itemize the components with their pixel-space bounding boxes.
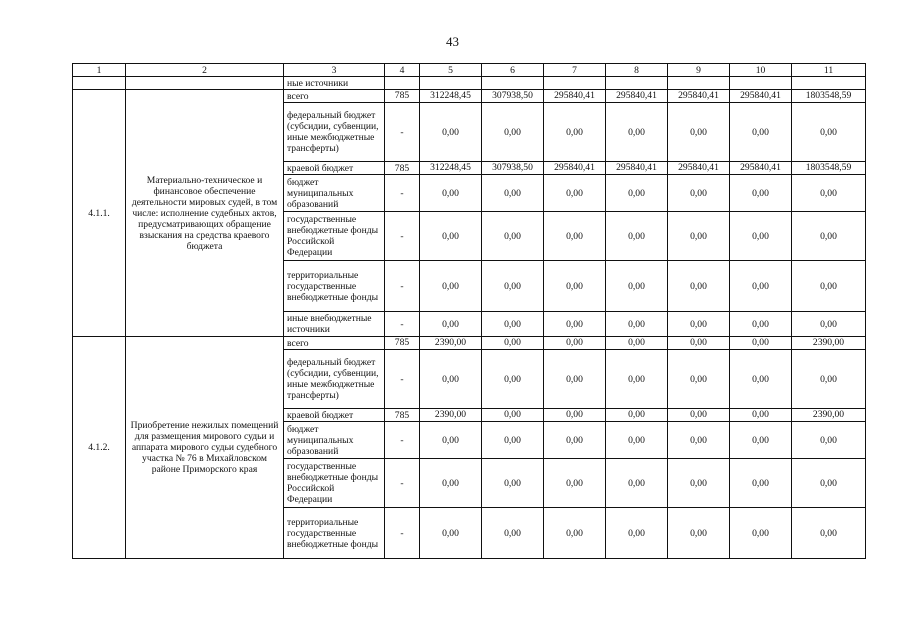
kbk-cell: 785 [385,90,420,103]
empty-cell [668,77,730,90]
item-code: 4.1.1. [73,90,126,337]
value-cell: 0,00 [792,312,866,337]
value-cell: 0,00 [544,508,606,559]
value-cell: 0,00 [792,459,866,508]
value-cell: 2390,00 [420,337,482,350]
value-cell: 0,00 [544,459,606,508]
column-header: 7 [544,64,606,77]
value-cell: 0,00 [420,261,482,312]
empty-cell [792,77,866,90]
kbk-cell: 785 [385,162,420,175]
value-cell: 0,00 [420,212,482,261]
budget-table [72,63,866,559]
value-cell: 0,00 [606,409,668,422]
value-cell: 1803548,59 [792,162,866,175]
value-cell: 307938,50 [482,90,544,103]
value-cell: 0,00 [792,350,866,409]
funding-source: территориальные государственные внебюджетные фонды [284,261,385,312]
kbk-cell: - [385,261,420,312]
value-cell: 1803548,59 [792,90,866,103]
value-cell: 0,00 [482,312,544,337]
kbk-cell: - [385,175,420,212]
header-row [73,64,866,77]
column-header: 8 [606,64,668,77]
value-cell: 307938,50 [482,162,544,175]
page-number: 43 [446,34,459,49]
value-cell: 0,00 [544,337,606,350]
column-header: 6 [482,64,544,77]
value-cell: 295840,41 [544,162,606,175]
value-cell: 0,00 [606,212,668,261]
value-cell: 0,00 [420,103,482,162]
funding-source: государственные внебюджетные фонды Российской Федерации [284,212,385,261]
value-cell: 0,00 [544,422,606,459]
funding-source: всего [284,337,385,350]
value-cell: 0,00 [668,212,730,261]
empty-cell [385,77,420,90]
value-cell: 2390,00 [420,409,482,422]
funding-source: всего [284,90,385,103]
value-cell: 0,00 [482,350,544,409]
name-cell [126,77,284,90]
value-cell: 0,00 [668,261,730,312]
value-cell: 0,00 [792,261,866,312]
value-cell: 0,00 [606,261,668,312]
column-header: 3 [284,64,385,77]
value-cell: 0,00 [420,175,482,212]
value-cell: 0,00 [668,409,730,422]
value-cell: 0,00 [606,175,668,212]
kbk-cell: - [385,350,420,409]
value-cell: 0,00 [792,422,866,459]
continuation-row [73,77,866,90]
value-cell: 0,00 [668,103,730,162]
kbk-cell: - [385,103,420,162]
value-cell: 0,00 [482,337,544,350]
value-cell: 0,00 [482,409,544,422]
value-cell: 0,00 [668,508,730,559]
value-cell: 0,00 [544,350,606,409]
table-body [73,64,866,559]
value-cell: 0,00 [730,175,792,212]
kbk-cell: - [385,212,420,261]
value-cell: 0,00 [792,103,866,162]
value-cell: 295840,41 [668,162,730,175]
value-cell: 0,00 [606,459,668,508]
source-cell: ные источники [284,77,385,90]
funding-source: федеральный бюджет (субсидии, субвенции, иные межбюджетные трансферты) [284,103,385,162]
value-cell: 0,00 [606,508,668,559]
value-cell: 0,00 [606,103,668,162]
kbk-cell: 785 [385,337,420,350]
value-cell: 0,00 [420,312,482,337]
value-cell: 0,00 [606,422,668,459]
value-cell: 0,00 [730,422,792,459]
value-cell: 0,00 [482,261,544,312]
value-cell: 312248,45 [420,162,482,175]
value-cell: 295840,41 [606,90,668,103]
kbk-cell: - [385,312,420,337]
kbk-cell: - [385,508,420,559]
funding-source: краевой бюджет [284,162,385,175]
value-cell: 0,00 [792,508,866,559]
value-cell: 0,00 [730,337,792,350]
value-cell: 295840,41 [668,90,730,103]
column-header: 11 [792,64,866,77]
value-cell: 295840,41 [730,90,792,103]
funding-source: бюджет муниципальных образований [284,422,385,459]
kbk-cell: - [385,459,420,508]
value-cell: 0,00 [482,508,544,559]
funding-source: территориальные государственные внебюджетные фонды [284,508,385,559]
value-cell: 0,00 [482,422,544,459]
value-cell: 0,00 [544,409,606,422]
value-cell: 0,00 [420,350,482,409]
value-cell: 0,00 [730,409,792,422]
value-cell: 0,00 [544,103,606,162]
value-cell: 0,00 [606,337,668,350]
value-cell: 2390,00 [792,409,866,422]
value-cell: 0,00 [730,350,792,409]
value-cell: 295840,41 [544,90,606,103]
column-header: 2 [126,64,284,77]
value-cell: 295840,41 [606,162,668,175]
funding-source: бюджет муниципальных образований [284,175,385,212]
value-cell: 0,00 [668,337,730,350]
value-cell: 0,00 [544,261,606,312]
empty-cell [544,77,606,90]
value-cell: 0,00 [544,312,606,337]
empty-cell [730,77,792,90]
funding-source: иные внебюджетные источники [284,312,385,337]
value-cell: 0,00 [792,175,866,212]
value-cell: 2390,00 [792,337,866,350]
kbk-cell: - [385,422,420,459]
value-cell: 0,00 [544,212,606,261]
value-cell: 0,00 [482,212,544,261]
value-cell: 0,00 [420,459,482,508]
table-row [73,90,866,103]
value-cell: 0,00 [544,175,606,212]
value-cell: 0,00 [668,312,730,337]
value-cell: 0,00 [606,312,668,337]
item-code: 4.1.2. [73,337,126,559]
item-name: Материально-техническое и финансовое обеспечение деятельности мировых судей, в том числе: исполнение судебных актов, предусматривающих обращение взыскания на средства краевого бюджета [126,90,284,337]
value-cell: 0,00 [420,422,482,459]
value-cell: 0,00 [668,175,730,212]
value-cell: 295840,41 [730,162,792,175]
value-cell: 0,00 [730,212,792,261]
code-cell [73,77,126,90]
column-header: 5 [420,64,482,77]
table-row [73,337,866,350]
value-cell: 0,00 [668,350,730,409]
value-cell: 0,00 [482,103,544,162]
value-cell: 0,00 [792,212,866,261]
funding-source: краевой бюджет [284,409,385,422]
column-header: 9 [668,64,730,77]
column-header: 4 [385,64,420,77]
funding-source: государственные внебюджетные фонды Российской Федерации [284,459,385,508]
item-name: Приобретение нежилых помещений для размещения мирового судьи и аппарата мирового судьи судебного участка № 76 в Михайловском районе Приморского края [126,337,284,559]
kbk-cell: 785 [385,409,420,422]
value-cell: 0,00 [730,508,792,559]
value-cell: 0,00 [730,312,792,337]
value-cell: 0,00 [730,459,792,508]
value-cell: 312248,45 [420,90,482,103]
value-cell: 0,00 [482,175,544,212]
empty-cell [420,77,482,90]
value-cell: 0,00 [482,459,544,508]
value-cell: 0,00 [730,103,792,162]
empty-cell [482,77,544,90]
funding-source: федеральный бюджет (субсидии, субвенции, иные межбюджетные трансферты) [284,350,385,409]
column-header: 10 [730,64,792,77]
empty-cell [606,77,668,90]
value-cell: 0,00 [668,459,730,508]
value-cell: 0,00 [606,350,668,409]
value-cell: 0,00 [668,422,730,459]
column-header: 1 [73,64,126,77]
value-cell: 0,00 [420,508,482,559]
value-cell: 0,00 [730,261,792,312]
